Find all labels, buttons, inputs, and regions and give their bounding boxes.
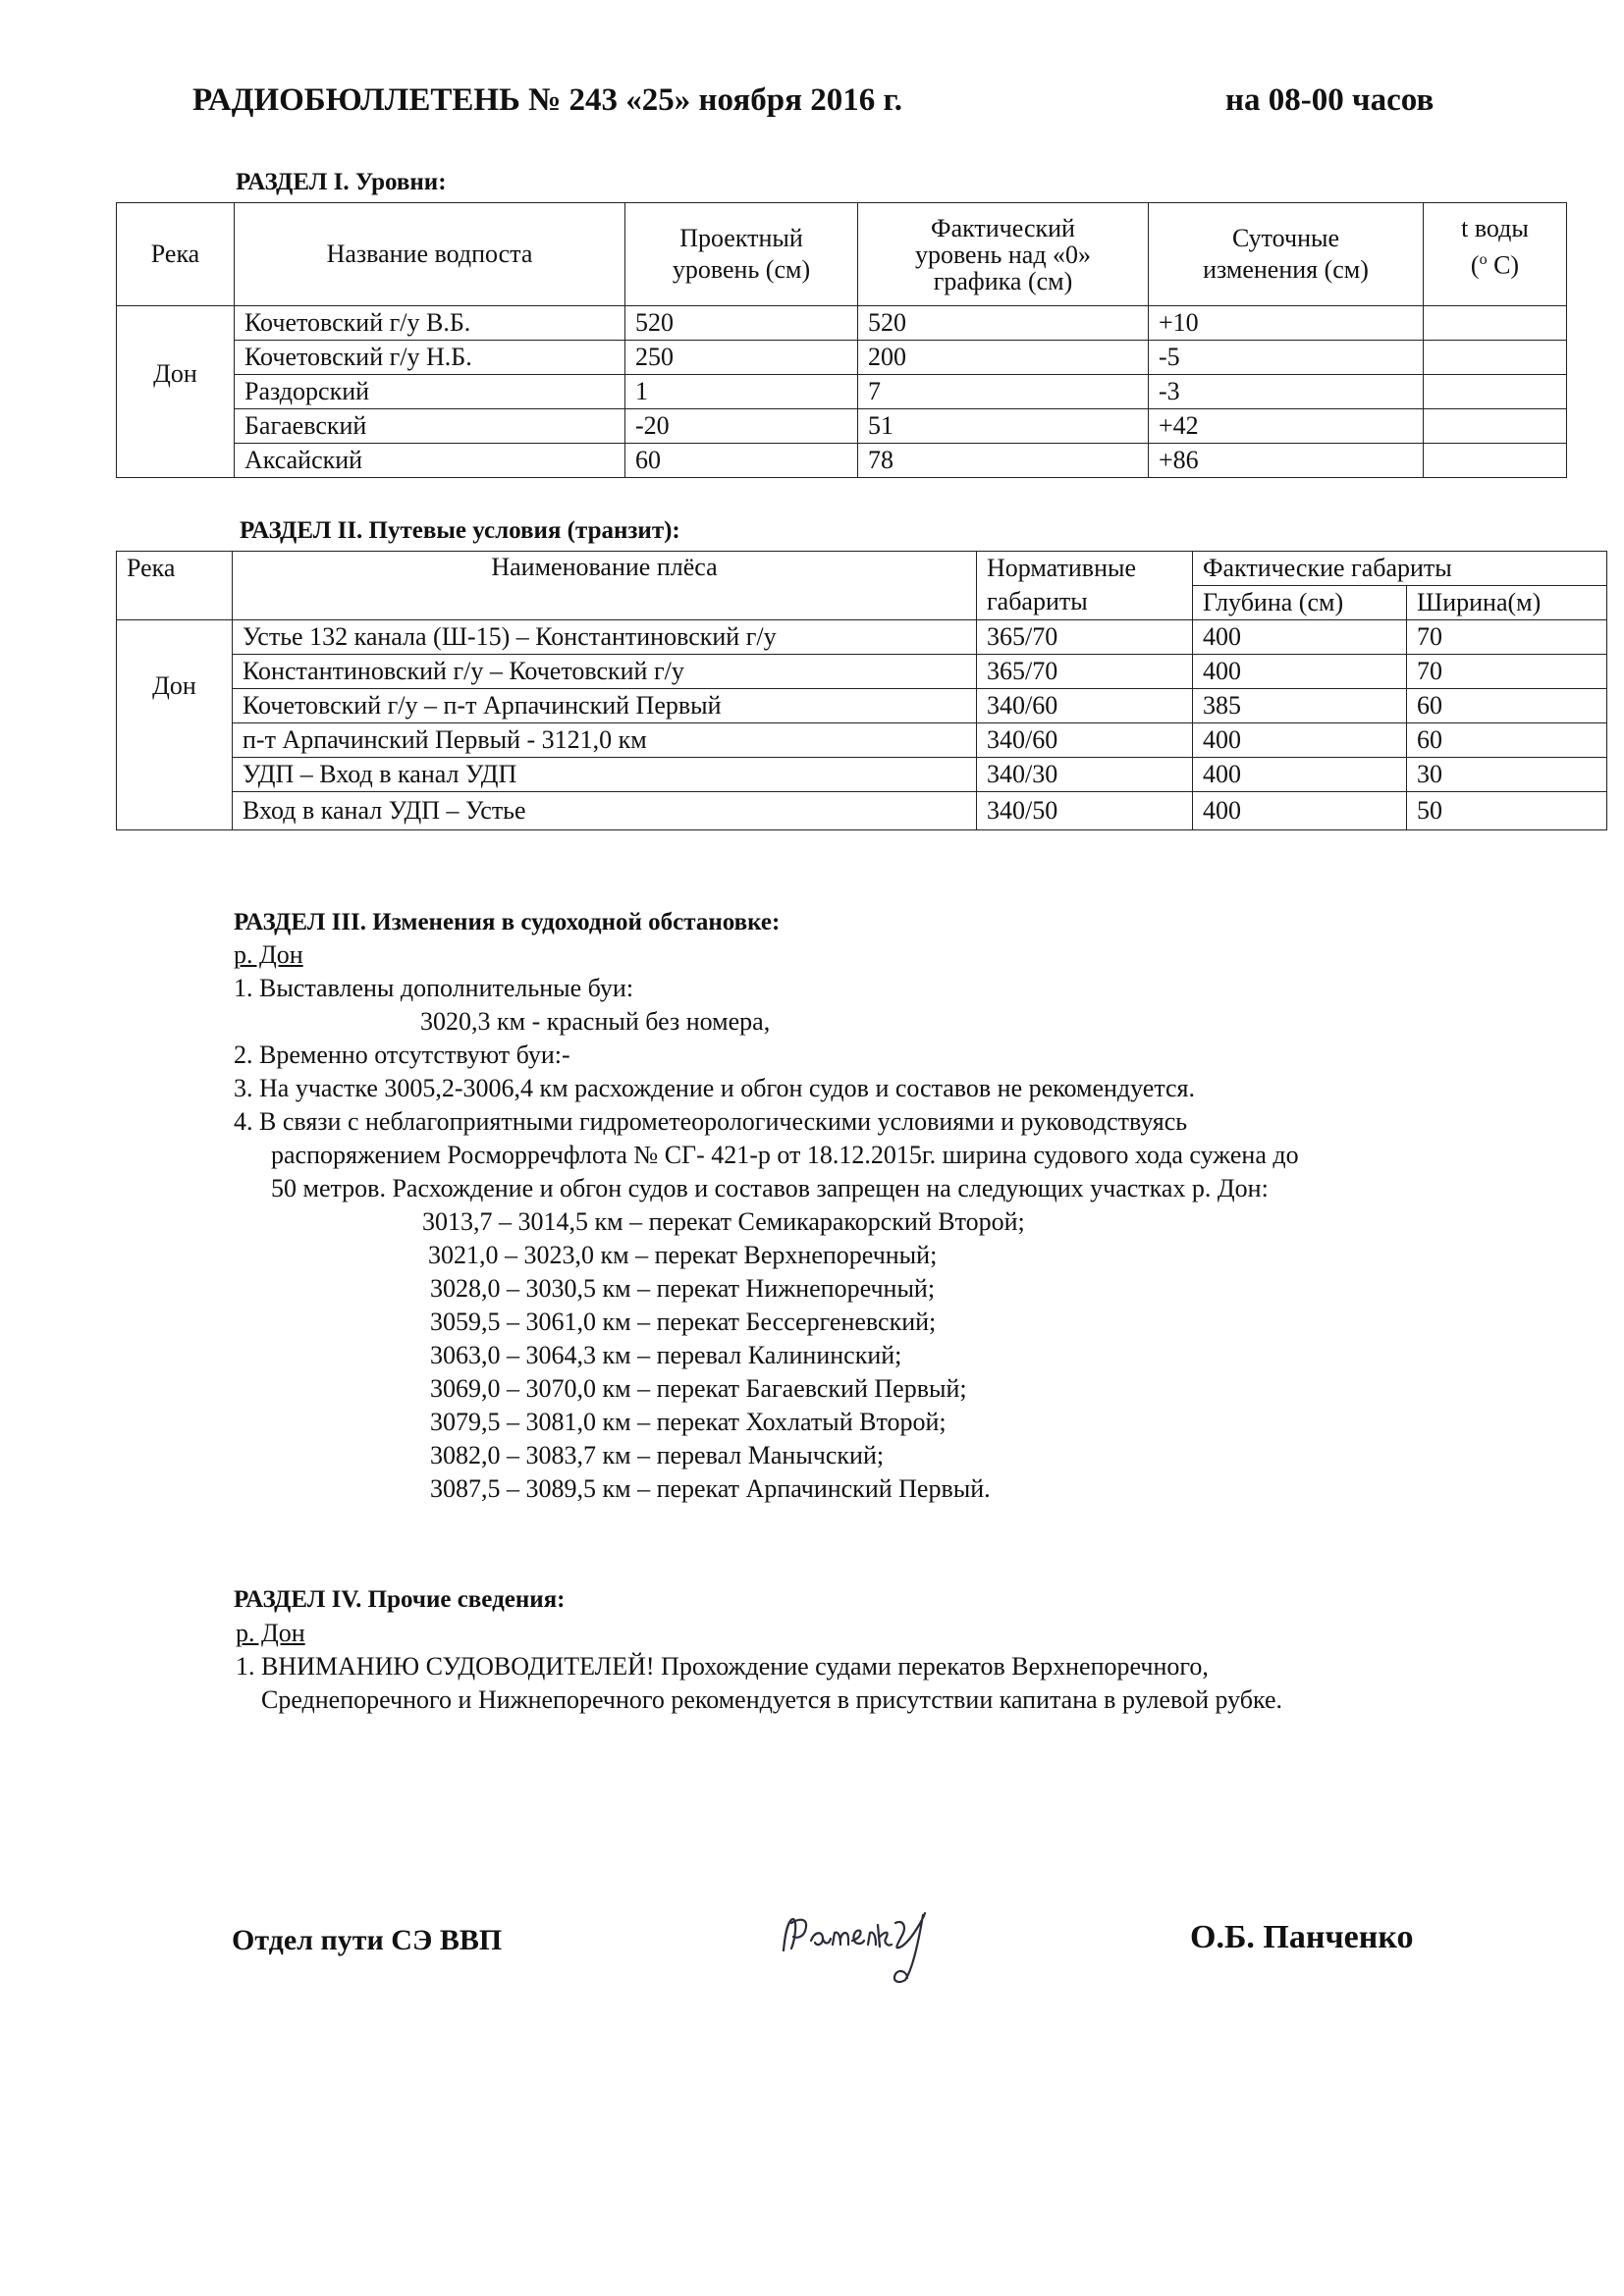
segment-item: 3082,0 – 3083,7 км – перевал Манычский; <box>430 1441 885 1469</box>
section4-item1-line2: Среднепоречного и Нижнепоречного рекомендуется в присутствии капитана в рулевой рубке. <box>261 1685 1283 1714</box>
depth: 400 <box>1193 723 1407 758</box>
temp-unit: С) <box>1487 250 1520 280</box>
width: 60 <box>1407 689 1607 723</box>
section3-item2: 2. Временно отсутствуют буи:- <box>234 1041 570 1069</box>
river-cell: Дон <box>117 306 235 478</box>
actual-level: 200 <box>858 341 1149 375</box>
bulletin-title <box>192 82 1498 119</box>
segment-item: 3069,0 – 3070,0 км – перекат Багаевский Первый; <box>430 1374 967 1403</box>
section4-river: р. Дон <box>236 1619 305 1647</box>
depth: 385 <box>1193 689 1407 723</box>
width: 50 <box>1407 792 1607 830</box>
col-depth: Глубина (см) <box>1193 586 1407 620</box>
col-actual-level <box>858 203 1149 306</box>
temp-paren-open: ( <box>1470 250 1480 280</box>
col-reach: Наименование плёса <box>233 552 977 620</box>
design-level: 1 <box>625 375 858 409</box>
department-name: Отдел пути СЭ ВВП <box>232 1924 503 1956</box>
table-row <box>117 375 1567 409</box>
station-name: Кочетовский г/у В.Б. <box>235 306 625 341</box>
design-level: -20 <box>625 409 858 444</box>
col-width: Ширина(м) <box>1407 586 1607 620</box>
col-station: Название водпоста <box>235 203 625 306</box>
col-daily-change-line1: Суточные <box>1231 224 1340 252</box>
norm-dims: 340/60 <box>977 723 1193 758</box>
station-name: Кочетовский г/у Н.Б. <box>235 341 625 375</box>
reach-name: Константиновский г/у – Кочетовский г/у <box>233 655 977 689</box>
degree-sign: o <box>1479 251 1488 268</box>
col-actual-dims: Фактические габариты <box>1193 552 1607 586</box>
station-name: Багаевский <box>235 409 625 444</box>
col-actual-level-line2: уровень над «0» <box>914 240 1092 269</box>
daily-change: -5 <box>1149 341 1424 375</box>
norm-dims: 365/70 <box>977 620 1193 655</box>
col-river: Река <box>117 552 233 620</box>
table-row <box>117 306 1567 341</box>
reach-name: УДП – Вход в канал УДП <box>233 758 977 792</box>
reach-name: Кочетовский г/у – п-т Арпачинский Первый <box>233 689 977 723</box>
segment-item: 3087,5 – 3089,5 км – перекат Арпачинский Первый. <box>430 1474 991 1503</box>
station-name: Аксайский <box>235 444 625 478</box>
col-water-temp-line1: t воды <box>1461 214 1529 242</box>
table-row <box>117 689 1607 723</box>
col-design-level <box>625 203 858 306</box>
col-norm-dims-line2: габариты <box>987 587 1088 615</box>
col-actual-level-line3: графика (см) <box>933 266 1073 295</box>
table-row <box>117 620 1607 655</box>
section3-item4-line2: распоряжением Росморречфлота № СГ- 421-р от 18.12.2015г. ширина судового хода сужена до <box>271 1141 1299 1169</box>
width: 70 <box>1407 655 1607 689</box>
width: 70 <box>1407 620 1607 655</box>
water-temp <box>1424 341 1567 375</box>
daily-change: -3 <box>1149 375 1424 409</box>
actual-level: 51 <box>858 409 1149 444</box>
transit-header-row-1 <box>117 552 1607 586</box>
bulletin-time: на 08-00 часов <box>1225 82 1435 118</box>
water-temp <box>1424 375 1567 409</box>
handwritten-signature <box>776 1890 1031 1993</box>
col-water-temp-line2 <box>1434 244 1556 282</box>
signatory-name: О.Б. Панченко <box>1190 1919 1414 1955</box>
section4-heading: РАЗДЕЛ IV. Прочие сведения: <box>234 1586 566 1613</box>
segment-item: 3028,0 – 3030,5 км – перекат Нижнепоречный; <box>430 1274 936 1303</box>
table-row <box>117 341 1567 375</box>
norm-dims: 340/60 <box>977 689 1193 723</box>
section3-item4-line3: 50 метров. Расхождение и обгон судов и составов запрещен на следующих участках р. Дон: <box>271 1174 1269 1202</box>
depth: 400 <box>1193 620 1407 655</box>
actual-level: 7 <box>858 375 1149 409</box>
col-water-temp <box>1424 203 1567 306</box>
reach-name: п-т Арпачинский Первый - 3121,0 км <box>233 723 977 758</box>
levels-header-row <box>117 203 1567 306</box>
design-level: 60 <box>625 444 858 478</box>
bulletin-number-date: РАДИОБЮЛЛЕТЕНЬ № 243 «25» ноября 2016 г. <box>192 82 902 118</box>
segment-item: 3021,0 – 3023,0 км – перекат Верхнепоречный; <box>428 1241 938 1269</box>
daily-change: +86 <box>1149 444 1424 478</box>
section4-item1-line1: 1. ВНИМАНИЮ СУДОВОДИТЕЛЕЙ! Прохождение судами перекатов Верхнепоречного, <box>236 1652 1209 1681</box>
col-river: Река <box>117 203 235 306</box>
segment-item: 3079,5 – 3081,0 км – перекат Хохлатый Второй; <box>430 1408 947 1436</box>
depth: 400 <box>1193 792 1407 830</box>
col-daily-change <box>1149 203 1424 306</box>
col-design-level-line1: Проектный <box>679 224 803 252</box>
norm-dims: 340/30 <box>977 758 1193 792</box>
actual-level: 78 <box>858 444 1149 478</box>
reach-name: Устье 132 канала (Ш-15) – Константиновский г/у <box>233 620 977 655</box>
reach-name: Вход в канал УДП – Устье <box>233 792 977 830</box>
section3-item4-line1: 4. В связи с неблагоприятными гидрометеорологическими условиями и руководствуясь <box>234 1107 1188 1136</box>
segment-item: 3013,7 – 3014,5 км – перекат Семикаракорский Второй; <box>422 1207 1025 1236</box>
section1-heading: РАЗДЕЛ I. Уровни: <box>236 169 447 195</box>
signature-image <box>776 1890 1031 1988</box>
daily-change: +42 <box>1149 409 1424 444</box>
table-row <box>117 444 1567 478</box>
levels-table <box>116 202 1567 478</box>
station-name: Раздорский <box>235 375 625 409</box>
col-norm-dims <box>977 552 1193 620</box>
table-row <box>117 409 1567 444</box>
section3-item3: 3. На участке 3005,2-3006,4 км расхождение и обгон судов и составов не рекомендуется. <box>234 1074 1195 1102</box>
river-cell: Дон <box>117 620 233 830</box>
water-temp <box>1424 409 1567 444</box>
width: 30 <box>1407 758 1607 792</box>
section3-item1-sub: 3020,3 км - красный без номера, <box>420 1007 771 1036</box>
segment-item: 3063,0 – 3064,3 км – перевал Калининский; <box>430 1341 902 1369</box>
col-daily-change-line2: изменения (см) <box>1203 255 1369 284</box>
transit-table <box>116 551 1607 830</box>
actual-level: 520 <box>858 306 1149 341</box>
col-norm-dims-line1: Нормативные <box>987 554 1137 582</box>
width: 60 <box>1407 723 1607 758</box>
section3-river: р. Дон <box>234 940 303 969</box>
design-level: 520 <box>625 306 858 341</box>
water-temp <box>1424 306 1567 341</box>
depth: 400 <box>1193 655 1407 689</box>
section3-item1: 1. Выставлены дополнительные буи: <box>234 974 634 1002</box>
norm-dims: 365/70 <box>977 655 1193 689</box>
table-row <box>117 792 1607 830</box>
section3-heading: РАЗДЕЛ III. Изменения в судоходной обстановке: <box>234 909 781 935</box>
daily-change: +10 <box>1149 306 1424 341</box>
table-row <box>117 758 1607 792</box>
norm-dims: 340/50 <box>977 792 1193 830</box>
depth: 400 <box>1193 758 1407 792</box>
segment-item: 3059,5 – 3061,0 км – перекат Бессергеневский; <box>430 1308 937 1336</box>
table-row <box>117 655 1607 689</box>
section2-heading: РАЗДЕЛ II. Путевые условия (транзит): <box>240 517 680 544</box>
water-temp <box>1424 444 1567 478</box>
table-row <box>117 723 1607 758</box>
col-actual-level-line1: Фактический <box>931 213 1075 242</box>
design-level: 250 <box>625 341 858 375</box>
col-design-level-line2: уровень (см) <box>672 255 811 284</box>
